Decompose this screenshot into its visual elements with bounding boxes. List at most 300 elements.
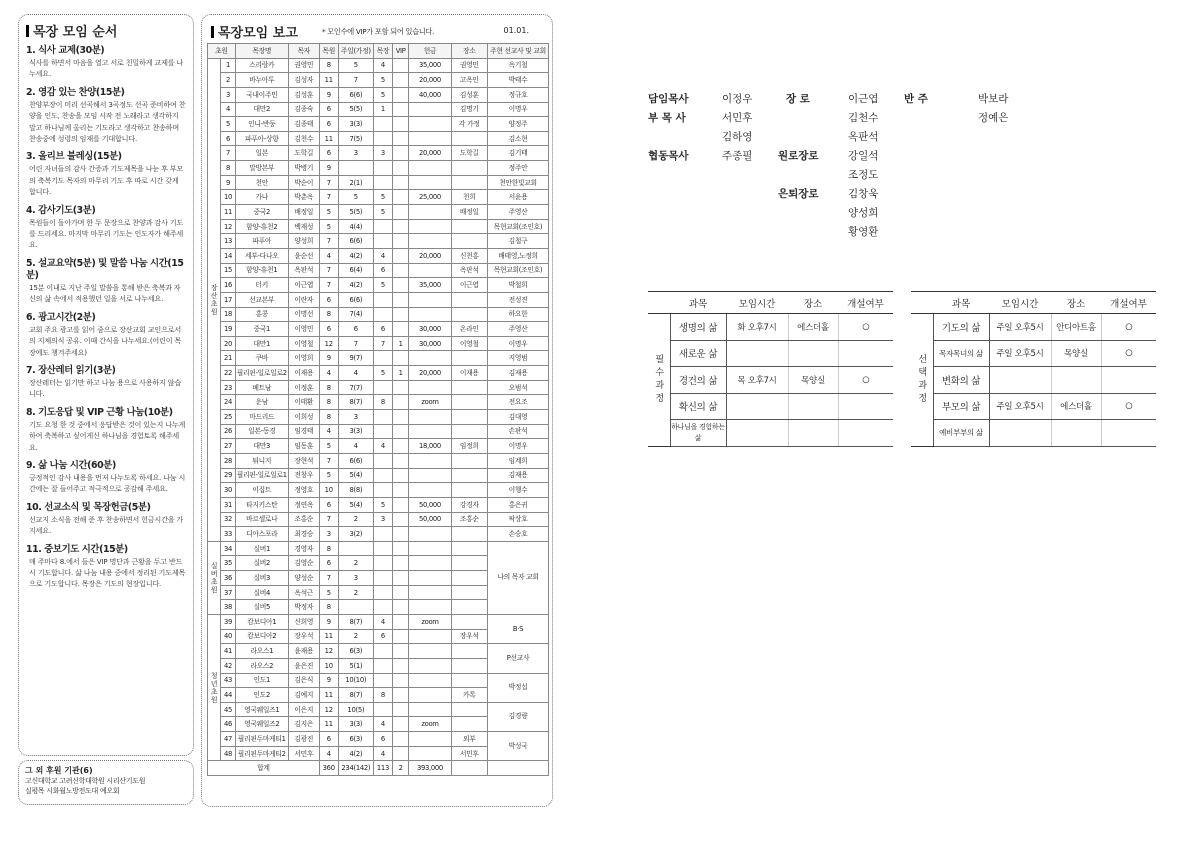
mission-partner: 팍상호 (488, 512, 549, 527)
course-name: 생명의 삶 (670, 314, 726, 341)
report-row (208, 131, 549, 146)
offering-amount: 35,000 (409, 58, 451, 73)
report-row (208, 73, 549, 88)
row-number: 18 (221, 307, 235, 322)
leader-name: 김은식 (288, 673, 319, 688)
leader-name: 김종태 (288, 117, 319, 132)
members-count: 6 (319, 146, 338, 161)
vip-count (392, 322, 409, 337)
leader-name: 옥판석 (288, 263, 319, 278)
members-count: 8 (319, 58, 338, 73)
sunday-attendance: 6 (338, 322, 373, 337)
mission-partner: 이명우 (488, 102, 549, 117)
order-step (26, 87, 186, 145)
mokjang-attendance (374, 219, 393, 234)
mokjang-attendance: 4 (374, 746, 393, 761)
members-count: 8 (319, 600, 338, 615)
vip-count (392, 702, 409, 717)
row-number: 14 (221, 248, 235, 263)
vip-count (392, 351, 409, 366)
vip-count (392, 527, 409, 542)
members-count: 8 (319, 410, 338, 425)
report-row (208, 351, 549, 366)
report-row (208, 146, 549, 161)
course-name: 기도의 삶 (933, 314, 989, 341)
report-row (208, 497, 549, 512)
meeting-order-title (26, 21, 186, 40)
report-column-header: 헌금 (409, 44, 451, 59)
members-count: 7 (319, 512, 338, 527)
sunday-attendance: 5(5) (338, 102, 373, 117)
offering-amount (409, 746, 451, 761)
mokjang-name: 일본 (235, 146, 288, 161)
support-orgs-line-2: 실평목 시화월노방전도대 예오회 (25, 787, 120, 795)
mokjang-attendance (374, 644, 393, 659)
sunday-attendance: 3(2) (338, 527, 373, 542)
vip-count (392, 439, 409, 454)
mission-partner: 지영범 (488, 351, 549, 366)
mokjang-name: 천안 (235, 175, 288, 190)
offering-amount (409, 453, 451, 468)
leader-name: 이태환 (288, 395, 319, 410)
meeting-place (451, 395, 488, 410)
members-count: 7 (319, 453, 338, 468)
mokjang-attendance (374, 161, 393, 176)
course-name: 경건의 삶 (670, 367, 726, 394)
officer-name: 정예은 (978, 112, 1009, 124)
members-count: 5 (319, 219, 338, 234)
row-number: 27 (221, 439, 235, 454)
mokjang-name: 선교본부 (235, 292, 288, 307)
meeting-place (451, 424, 488, 439)
mokjang-name: 라오스2 (235, 658, 288, 673)
sunday-attendance: 6(3) (338, 732, 373, 747)
leader-name: 백재성 (288, 219, 319, 234)
row-number: 38 (221, 600, 235, 615)
meeting-place: 카톡 (451, 688, 488, 703)
mokjang-attendance (374, 702, 393, 717)
offering-amount (409, 585, 451, 600)
offering-amount (409, 541, 451, 556)
members-count: 11 (319, 131, 338, 146)
offering-amount (409, 424, 451, 439)
meeting-place (451, 571, 488, 586)
course-time: 주일 오후5시 (989, 314, 1051, 341)
order-step (26, 407, 186, 453)
report-row (208, 644, 549, 659)
course-place (1051, 367, 1101, 394)
meeting-place (451, 483, 488, 498)
required-courses-table (648, 291, 893, 447)
sunday-attendance: 7 (338, 336, 373, 351)
mokjang-name: 파푸아-상향 (235, 131, 288, 146)
vip-count (392, 219, 409, 234)
course-time: 주일 오후5시 (989, 393, 1051, 420)
offering-amount (409, 351, 451, 366)
offering-amount: 50,000 (409, 497, 451, 512)
sunday-attendance: 5 (338, 190, 373, 205)
members-count: 6 (319, 497, 338, 512)
mokjang-attendance: 4 (374, 614, 393, 629)
meeting-report-header (207, 21, 547, 43)
members-count: 4 (319, 746, 338, 761)
mokjang-attendance: 4 (374, 717, 393, 732)
sunday-attendance: 7 (338, 73, 373, 88)
leader-name: 전창우 (288, 468, 319, 483)
offering-amount: 40,000 (409, 87, 451, 102)
sunday-attendance: 4(2) (338, 278, 373, 293)
mokjang-name: 실버4 (235, 585, 288, 600)
elective-courses-label: 선택과정 (911, 314, 933, 447)
row-number: 24 (221, 395, 235, 410)
meeting-report-title (211, 22, 298, 41)
members-count: 10 (319, 658, 338, 673)
course-time (726, 420, 788, 447)
mokjang-name: 세부-다나오 (235, 248, 288, 263)
mokjang-attendance (374, 307, 393, 322)
meeting-report-panel (201, 14, 553, 807)
title-bar-mark (211, 26, 214, 38)
meeting-place (451, 351, 488, 366)
mission-partner: 김재용 (488, 366, 549, 381)
members-count: 4 (319, 366, 338, 381)
officer-role-emeritus-elder: 원로장로 (778, 150, 819, 162)
row-number: 17 (221, 292, 235, 307)
offering-amount (409, 571, 451, 586)
vip-count (392, 292, 409, 307)
officer-role-accompanist: 반 주 (904, 93, 928, 105)
report-row (208, 673, 549, 688)
course-name: 목자목녀의 삶 (933, 340, 989, 367)
mokjang-attendance (374, 234, 393, 249)
officer-name: 박보라 (978, 93, 1009, 105)
course-name: 변화의 삶 (933, 367, 989, 394)
mokjang-name: 캄보디아2 (235, 629, 288, 644)
offering-amount (409, 234, 451, 249)
total-blank (488, 761, 549, 776)
row-number: 35 (221, 556, 235, 571)
sunday-attendance: 3(3) (338, 424, 373, 439)
officer-role-cooperating-pastor: 협동목사 (648, 150, 689, 162)
mokjang-name: 이집트 (235, 483, 288, 498)
order-step-body: 찬양부장이 미리 선곡해서 3곡정도 선곡 준비하여 찬양을 인도, 찬송을 모임 시작 전 노래라고 생각하지 말고 하나님께 올리는 기도라고 생각하고 찬송하며 찬송중에 성령의 임재를 기대합니다. (29, 99, 186, 144)
vip-count (392, 541, 409, 556)
mission-partner: 양정주 (488, 117, 549, 132)
order-step-body: 선교지 소식을 전해 준 후 찬송하면서 헌금시간을 가지세요. (29, 514, 184, 536)
vip-count (392, 746, 409, 761)
meeting-place (451, 556, 488, 571)
offering-amount (409, 673, 451, 688)
offering-amount (409, 410, 451, 425)
leader-name: 이영민 (288, 322, 319, 337)
mokjang-attendance (374, 292, 393, 307)
header-time: 모임시간 (726, 292, 788, 314)
row-number: 4 (221, 102, 235, 117)
members-count: 6 (319, 322, 338, 337)
report-group-label: 실버초원 (208, 541, 221, 614)
members-count: 7 (319, 234, 338, 249)
officer-name: 양성희 (848, 207, 879, 219)
members-count: 6 (319, 117, 338, 132)
vip-count (392, 278, 409, 293)
course-name: 새로운 삶 (670, 340, 726, 367)
offering-amount (409, 702, 451, 717)
meeting-order-steps (26, 45, 186, 590)
elective-courses-table (911, 291, 1156, 447)
course-open: ○ (838, 314, 893, 341)
mokjang-attendance (374, 410, 393, 425)
sunday-attendance: 3 (338, 410, 373, 425)
report-row (208, 292, 549, 307)
offering-amount (409, 117, 451, 132)
mokjang-attendance (374, 483, 393, 498)
order-step (26, 151, 186, 197)
mission-partner: 오범석 (488, 380, 549, 395)
members-count: 8 (319, 541, 338, 556)
course-row (911, 314, 1156, 341)
row-number: 22 (221, 366, 235, 381)
meeting-place (451, 658, 488, 673)
mission-partner: 김소현 (488, 131, 549, 146)
mokjang-attendance (374, 351, 393, 366)
header-place: 장소 (1051, 292, 1101, 314)
course-time: 목 오후7시 (726, 367, 788, 394)
offering-amount (409, 205, 451, 220)
order-step-heading: 9. 삶 나눔 시간(60분) (26, 459, 116, 471)
leader-name: 이명선 (288, 307, 319, 322)
row-number: 32 (221, 512, 235, 527)
vip-count (392, 571, 409, 586)
course-place (1051, 420, 1101, 447)
mokjang-name: 인도2 (235, 688, 288, 703)
leader-name: 양성희 (288, 234, 319, 249)
vip-count (392, 673, 409, 688)
mission-partner: 전요조 (488, 395, 549, 410)
report-row (208, 468, 549, 483)
course-time (989, 420, 1051, 447)
sunday-attendance: 2 (338, 512, 373, 527)
report-row (208, 424, 549, 439)
meeting-place (451, 410, 488, 425)
mission-partner: 김대영 (488, 410, 549, 425)
mission-partner: 목현교회(조인호) (488, 219, 549, 234)
leader-name: 장우석 (288, 629, 319, 644)
sunday-attendance (338, 600, 373, 615)
members-count: 4 (319, 248, 338, 263)
sunday-attendance: 5(4) (338, 468, 373, 483)
meeting-place (451, 292, 488, 307)
header-spacer (911, 292, 933, 314)
order-step-heading: 7. 장산레터 읽기(3분) (26, 364, 116, 376)
mokjang-attendance: 5 (374, 190, 393, 205)
order-step-heading: 1. 식사 교제(30분) (26, 45, 105, 56)
support-orgs-panel (18, 760, 194, 805)
order-step (26, 460, 186, 495)
header-time: 모임시간 (989, 292, 1051, 314)
mokjang-name: 베트남 (235, 380, 288, 395)
mokjang-name: 인도1 (235, 673, 288, 688)
row-number: 30 (221, 483, 235, 498)
course-place: 목양실 (788, 367, 838, 394)
course-place (788, 420, 838, 447)
order-step-body: 식사를 하면서 마음을 열고 서로 친밀하게 교제를 나누세요. (29, 58, 184, 79)
course-open (838, 420, 893, 447)
order-step-heading: 2. 영감 있는 찬양(15분) (26, 86, 125, 98)
meeting-order-panel (18, 14, 194, 756)
offering-amount: 30,000 (409, 322, 451, 337)
meeting-place (451, 234, 488, 249)
officer-name: 김하영 (722, 131, 753, 143)
offering-amount (409, 161, 451, 176)
mokjang-attendance: 5 (374, 205, 393, 220)
leader-name: 이재용 (288, 366, 319, 381)
report-row (208, 58, 549, 73)
offering-amount (409, 556, 451, 571)
officer-role-senior-pastor: 담임목사 (648, 93, 689, 105)
mission-partner-merged: 박성국 (488, 732, 549, 761)
course-row (911, 367, 1156, 394)
mokjang-name: 중국1 (235, 322, 288, 337)
vip-count (392, 424, 409, 439)
vip-count (392, 175, 409, 190)
course-row (911, 340, 1156, 367)
leader-name: 김지은 (288, 717, 319, 732)
meeting-place (451, 175, 488, 190)
mission-partner: 김철구 (488, 234, 549, 249)
officer-name: 조정도 (848, 169, 879, 181)
course-name: 하나님을 경험하는 삶 (670, 420, 726, 447)
mokjang-name: 필리핀-일로일로2 (235, 366, 288, 381)
row-number: 29 (221, 468, 235, 483)
report-row (208, 614, 549, 629)
course-row (648, 314, 893, 341)
report-row (208, 205, 549, 220)
total-offering: 393,000 (409, 761, 451, 776)
title-bar-mark (26, 25, 29, 37)
vip-count: 1 (392, 336, 409, 351)
report-row (208, 263, 549, 278)
members-count: 6 (319, 556, 338, 571)
mission-partner-merged: P선교사 (488, 644, 549, 673)
meeting-place: 도학길 (451, 146, 488, 161)
mokjang-attendance: 6 (374, 322, 393, 337)
leader-name: 정연옥 (288, 497, 319, 512)
mission-partner: 김기태 (488, 146, 549, 161)
course-place (788, 340, 838, 367)
vip-count (392, 658, 409, 673)
leader-name: 이근엽 (288, 278, 319, 293)
meeting-place: 외부 (451, 732, 488, 747)
vip-count (392, 600, 409, 615)
course-place: 안디아트홈 (1051, 314, 1101, 341)
order-step-body: 기도 요청 한 것 중에서 응답받은 것이 있는지 나누게 하여 축복하고 싶어게신 하나님을 경험토록 해주세요. (29, 419, 186, 452)
members-count: 11 (319, 73, 338, 88)
offering-amount (409, 102, 451, 117)
leader-name: 김종숙 (288, 102, 319, 117)
offering-amount (409, 600, 451, 615)
mokjang-name: 대만1 (235, 336, 288, 351)
offering-amount: 20,000 (409, 146, 451, 161)
mission-partner: 김재용 (488, 468, 549, 483)
offering-amount (409, 468, 451, 483)
row-number: 47 (221, 732, 235, 747)
row-number: 41 (221, 644, 235, 659)
required-courses-label: 필수과정 (648, 314, 670, 447)
members-count: 9 (319, 351, 338, 366)
meeting-place (451, 307, 488, 322)
mission-partner: 손판석 (488, 424, 549, 439)
course-open: ○ (1101, 314, 1156, 341)
offering-amount (409, 658, 451, 673)
report-row (208, 248, 549, 263)
mokjang-name: 필리핀-일로일로1 (235, 468, 288, 483)
report-column-header: 초원 (208, 44, 236, 59)
total-label: 합계 (208, 761, 320, 776)
course-row (648, 393, 893, 420)
row-number: 31 (221, 497, 235, 512)
order-step-heading: 4. 감사기도(3분) (26, 204, 96, 216)
members-count: 7 (319, 263, 338, 278)
sunday-attendance: 6(6) (338, 292, 373, 307)
sunday-attendance: 10(10) (338, 673, 373, 688)
order-step (26, 544, 186, 590)
mission-partner: 목현교회(조인호) (488, 263, 549, 278)
leader-name: 윤은진 (288, 658, 319, 673)
row-number: 10 (221, 190, 235, 205)
sunday-attendance: 7(4) (338, 307, 373, 322)
vip-count (392, 190, 409, 205)
offering-amount: zoom (409, 614, 451, 629)
mokjang-attendance: 5 (374, 366, 393, 381)
course-row (911, 393, 1156, 420)
sunday-attendance: 2 (338, 556, 373, 571)
mokjang-attendance: 8 (374, 688, 393, 703)
mokjang-attendance (374, 424, 393, 439)
leader-name: 박순이 (288, 175, 319, 190)
header-open: 개설여부 (838, 292, 893, 314)
members-count: 7 (319, 278, 338, 293)
mokjang-attendance: 3 (374, 146, 393, 161)
mokjang-attendance (374, 380, 393, 395)
mokjang-attendance: 4 (374, 58, 393, 73)
mokjang-name: 중국2 (235, 205, 288, 220)
row-number: 45 (221, 702, 235, 717)
row-number: 25 (221, 410, 235, 425)
mokjang-name: 가나 (235, 190, 288, 205)
leader-name: 양성순 (288, 571, 319, 586)
offering-amount (409, 263, 451, 278)
mokjang-name: 함양-휴천1 (235, 263, 288, 278)
row-number: 26 (221, 424, 235, 439)
mokjang-attendance: 8 (374, 395, 393, 410)
report-row (208, 541, 549, 556)
mokjang-attendance (374, 527, 393, 542)
order-step (26, 365, 186, 400)
vip-count (392, 117, 409, 132)
course-place: 에스더홀 (788, 314, 838, 341)
mokjang-attendance: 7 (374, 336, 393, 351)
mission-partner: 정주안 (488, 161, 549, 176)
required-courses-header-row (648, 292, 893, 314)
report-row (208, 439, 549, 454)
members-count: 5 (319, 439, 338, 454)
report-row (208, 234, 549, 249)
members-count: 5 (319, 585, 338, 600)
row-number: 33 (221, 527, 235, 542)
total-sunday: 234(142) (338, 761, 373, 776)
course-place: 에스더홀 (1051, 393, 1101, 420)
sunday-attendance: 3 (338, 146, 373, 161)
